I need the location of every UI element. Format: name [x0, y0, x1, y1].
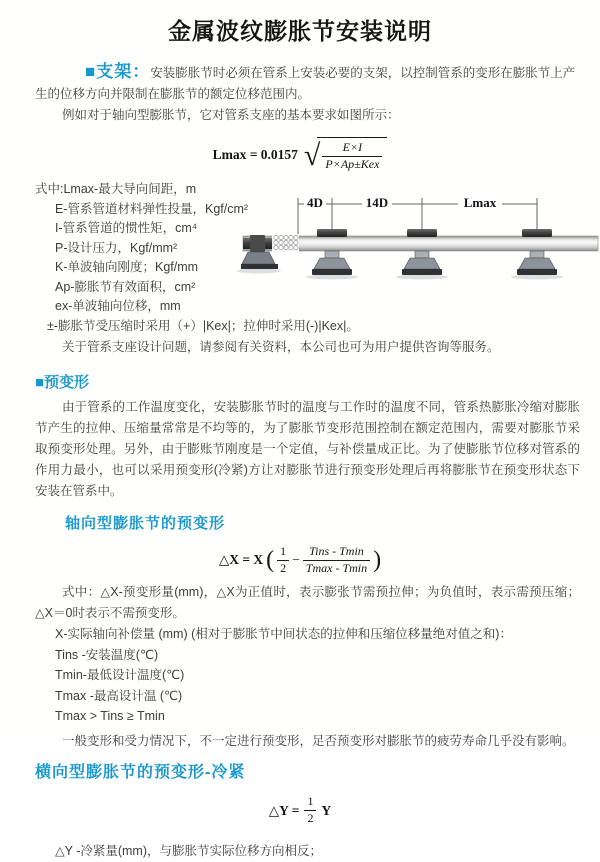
support-note: 关于管系支座设计问题，请参阅有关资料，本公司也可为用户提供咨询等服务。 — [62, 340, 500, 354]
page-title: 金属波纹膨胀节安装说明 — [168, 18, 432, 44]
axial-definition-line: Tmax > Tins ≥ Tmin — [55, 709, 165, 723]
predeform-section-heading: ■预变形 — [35, 374, 90, 391]
axial-definition-line: Tmax -最高设计温 (℃) — [55, 688, 183, 703]
sqrt-symbol: √ — [303, 139, 321, 172]
axial-explanation-paragraph: 式中：△X-预变形量(mm)，△X为正值时，表示膨张节需预拉伸；为负值时，表示需预压缩；△X＝0时表示不需预变形。 — [35, 585, 580, 620]
axial-definition-line: X-实际轴向补偿量 (mm) (相对于膨胀节中间状态的拉伸和压缩位移量绝对值之和)： — [55, 627, 512, 641]
lmax-fraction-numerator: E×I — [322, 140, 382, 157]
support-intro-paragraph — [35, 61, 578, 105]
definition-line: I-管系管道的惯性矩，cm⁴ — [55, 221, 198, 235]
half-numerator: 1 — [277, 544, 289, 561]
support-shadows — [237, 269, 563, 280]
support-section-heading: ■支架： — [85, 62, 151, 81]
definition-line: K-单波轴向刚度；Kgf/mm — [55, 260, 199, 274]
half-denominator: 2 — [280, 560, 287, 575]
formula-dy-prefix: △Y = — [268, 802, 300, 818]
temperature-denominator: Tmax - Tmin — [305, 560, 368, 575]
definition-line: Ap-膨胀节有效面积，cm² — [55, 279, 196, 294]
bellows-icon — [272, 234, 299, 253]
definition-line: 式中:Lmax-最大导向间距，m — [35, 182, 197, 196]
guide-support — [402, 229, 442, 275]
formula-lmax — [0, 135, 600, 175]
temperature-numerator: Tins - Tmin — [303, 544, 370, 561]
guide-support — [517, 229, 557, 275]
lateral-subsection-heading: 横向型膨胀节的预变形-冷紧 — [35, 763, 246, 781]
axial-closing-paragraph: 一般变形和受力情况下，不一定进行预变形，足否预变形对膨胀节的疲劳寿命几乎没有影响。 — [62, 733, 575, 748]
minus-sign: − — [292, 552, 300, 567]
formula-dy-suffix: Y — [321, 802, 332, 818]
definition-line: ex-单波轴向位移，mm — [55, 299, 181, 313]
half-fraction — [277, 544, 289, 576]
formula-delta-y — [0, 795, 600, 827]
half-denominator: 2 — [307, 811, 314, 825]
lmax-fraction-denominator: P×Ap±Kex — [325, 157, 380, 171]
formula-delta-x — [0, 542, 600, 578]
open-paren: ( — [266, 547, 275, 573]
definition-line: P-设计压力，Kgf/mm² — [55, 240, 178, 255]
lateral-note: △Y -冷紧量(mm)，与膨胀节实际位移方向相反； — [55, 843, 323, 858]
dim-label-14d: 14D — [365, 195, 389, 210]
dim-label-lmax: Lmax — [463, 195, 497, 210]
definition-line: ±-膨胀节受压缩时采用（+）|Kex|；拉伸时采用(-)|Kex|。 — [47, 318, 359, 333]
support-intro-text: 安装膨胀节时必须在管系上安装必要的支架，以控制管系的变形在膨胀节上产生的位移方向并限制在膨胀节的额定位移范围内。 — [35, 66, 576, 101]
temperature-fraction — [303, 544, 370, 576]
definition-line: E-管系管道材料弹性投量，Kgf/cm² — [55, 201, 249, 216]
axial-subsection-heading: 轴向型膨胀节的预变形 — [65, 515, 226, 532]
half-fraction — [304, 794, 316, 826]
formula-lmax-prefix: Lmax = 0.0157 — [212, 147, 298, 162]
pipe-support-diagram — [243, 190, 598, 290]
lmax-fraction — [322, 140, 382, 172]
axial-definition-line: Tins -安装温度(℃) — [55, 647, 159, 662]
half-numerator: 1 — [304, 794, 316, 811]
sqrt-radical — [304, 137, 387, 172]
predeform-paragraph: 由于管系的工作温度变化，安装膨胀节时的温度与工作时的温度不同，管系热膨胀冷缩对膨胀节产生的拉伸、压缩量常常是不均等的，为了膨胀节变形范围控制在额定范围内，需要对膨胀节采取预变形处理。另外，由于膨账节刚度是一个定值，与补偿量成正比。为了使膨胀节位移对管系的作用力最小，也可以采用预变形(冷紧)方让对膨胀节进行预变形处理后再将膨胀节在预变形状态下安装在管系中。 — [35, 400, 580, 498]
pipe-diagram-svg — [243, 190, 598, 290]
close-paren: ) — [373, 547, 382, 573]
axial-definition-line: Tmin-最低设计温度(℃) — [55, 668, 185, 682]
support-example-line: 例如对于轴向型膨胀节，它对管系支座的基本要求如图所示： — [62, 108, 400, 122]
dim-label-4d: 4D — [307, 195, 323, 210]
formula-dx-prefix: △X = X — [218, 552, 264, 567]
sqrt-radicand — [317, 137, 387, 172]
guide-support — [312, 229, 352, 275]
